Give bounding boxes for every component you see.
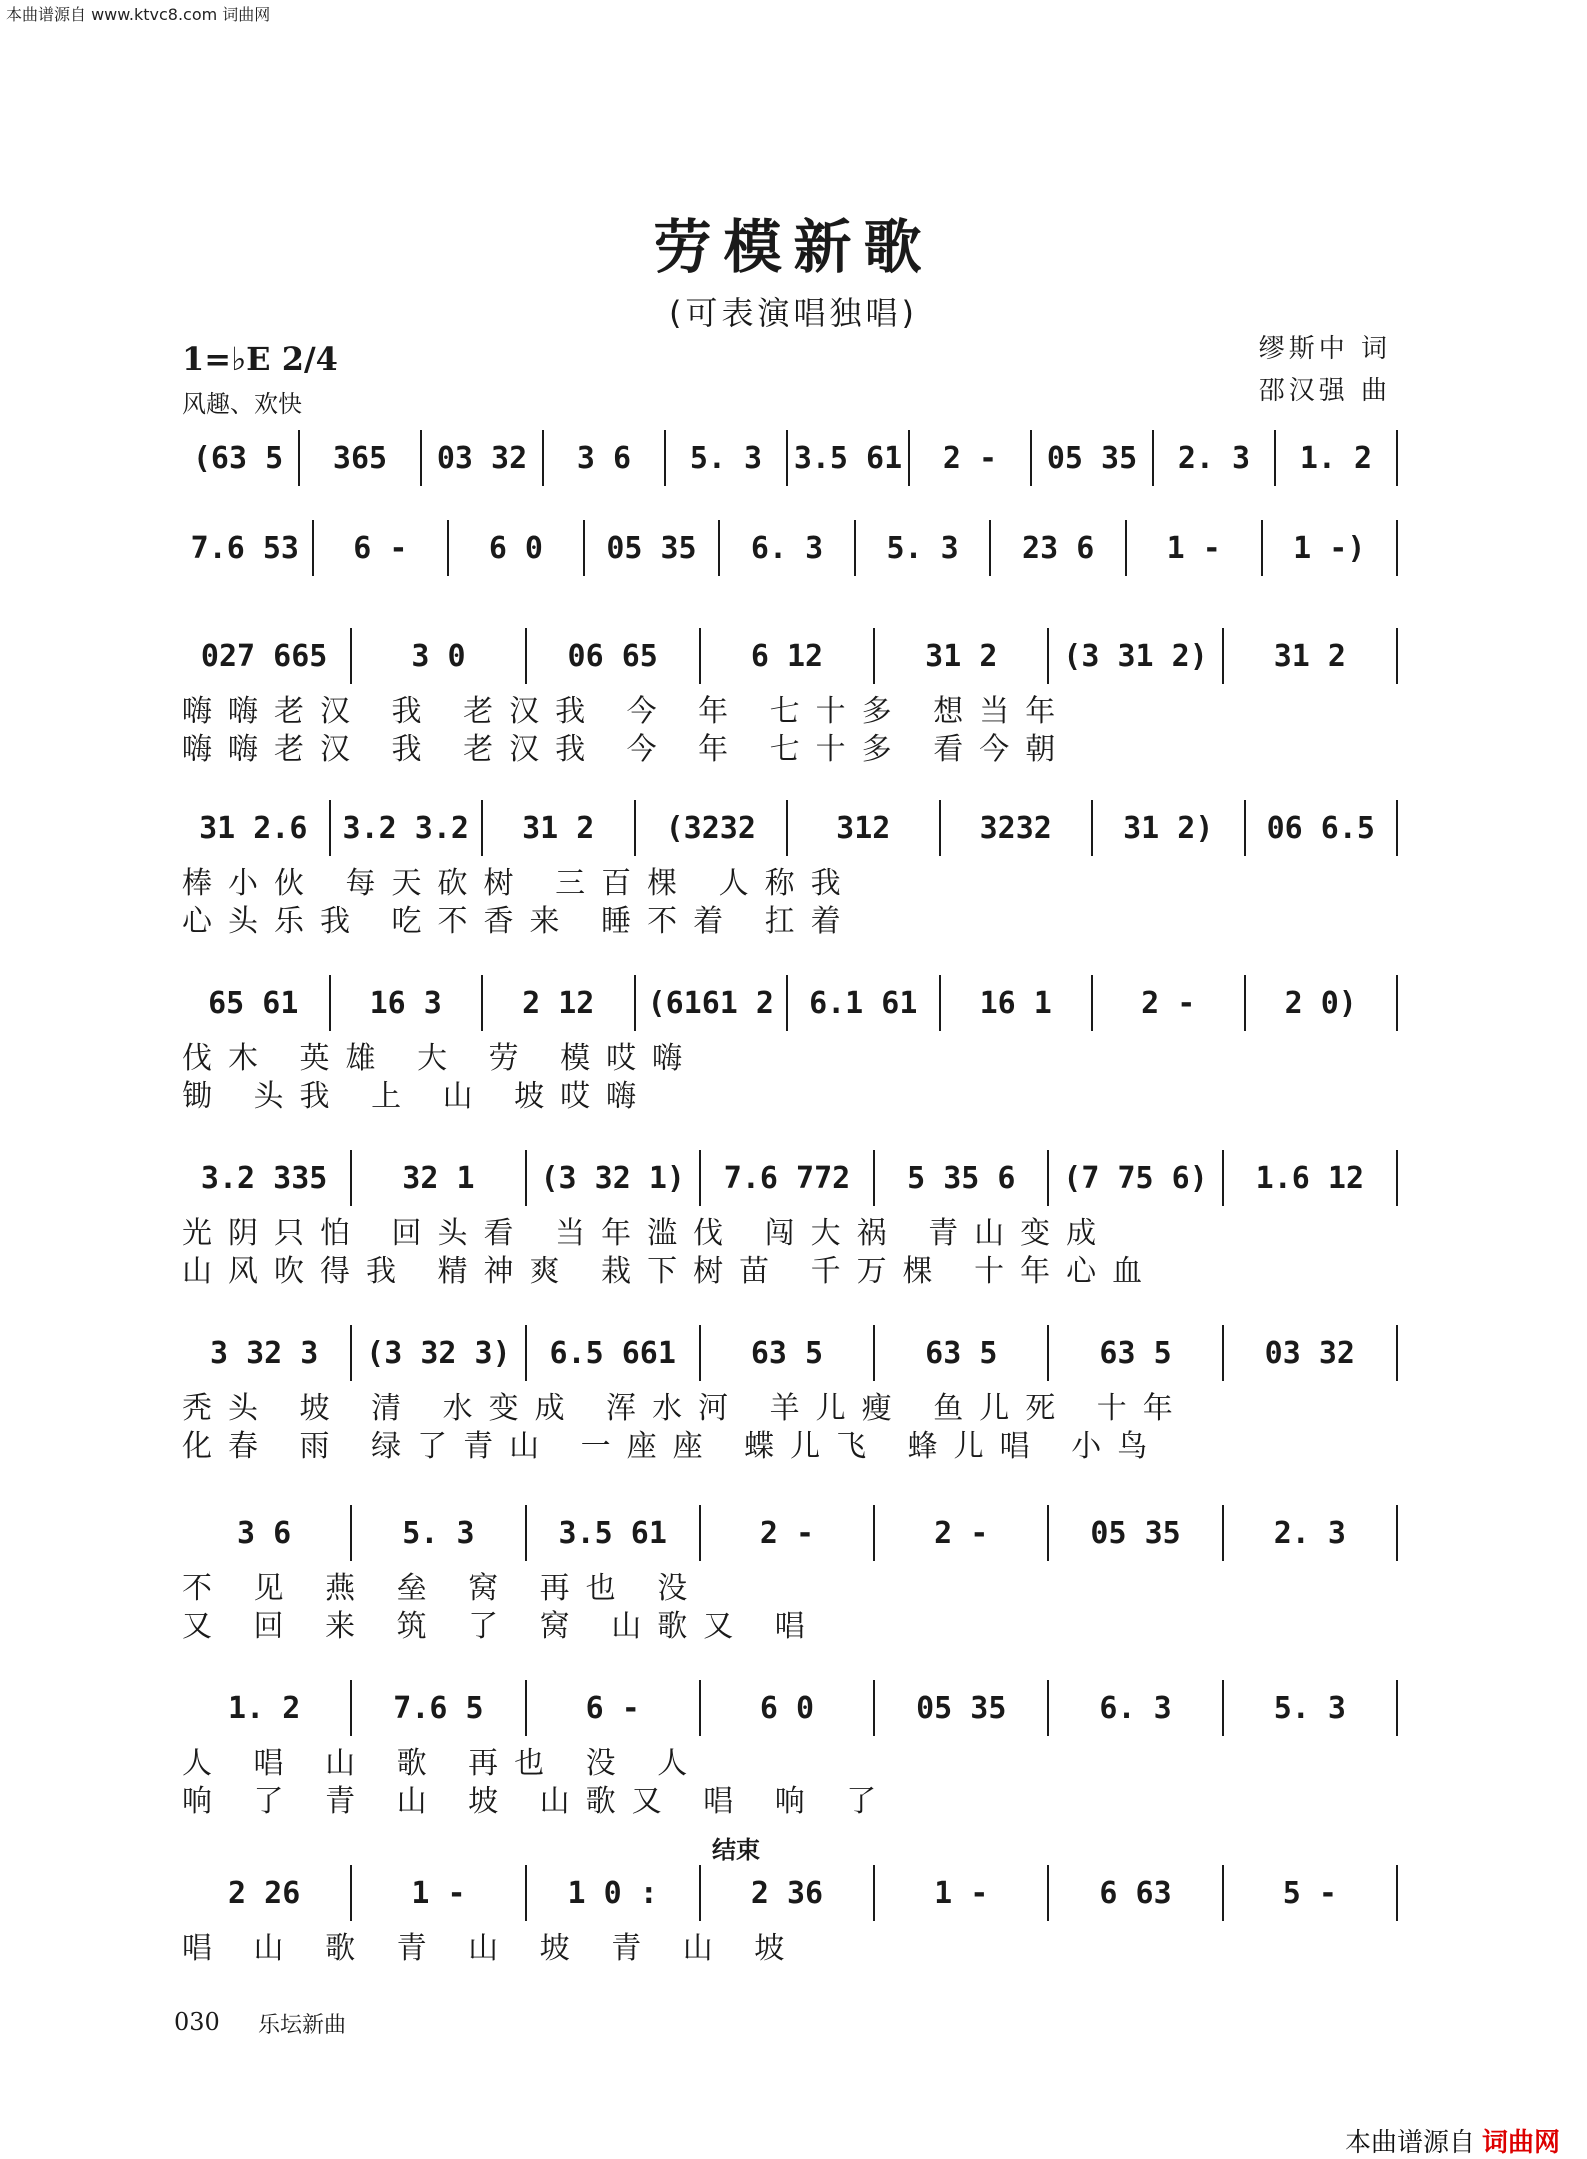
measure — [527, 1150, 701, 1206]
measure — [300, 430, 422, 486]
note-group: 23 6 — [1022, 530, 1095, 566]
note-group: 3.2 335 — [200, 1160, 328, 1196]
measure — [941, 975, 1094, 1031]
measure — [875, 1150, 1049, 1206]
note-group: 2 - — [759, 1515, 815, 1551]
measure — [788, 800, 941, 856]
measure — [636, 800, 789, 856]
measure — [178, 1505, 352, 1561]
note-group: 6 0 — [488, 530, 543, 566]
lyric-line: 嗨嗨老汉 我 老汉我 今 年 七十多 想当年 — [182, 694, 1072, 729]
key-signature: 1=♭E 2/4 — [182, 340, 338, 378]
lyric-line: 化春 雨 绿了青山 一座座 蝶儿飞 蜂儿唱 小鸟 — [182, 1429, 1164, 1464]
note-group: 06 65 — [567, 638, 658, 674]
note-group: 5. 3 — [689, 440, 763, 476]
score-row — [178, 430, 1398, 486]
measure — [701, 628, 875, 684]
measure — [1049, 1680, 1223, 1736]
measure — [422, 430, 544, 486]
note-group: 2 - — [942, 440, 998, 476]
note-group: 1 - — [934, 1875, 989, 1911]
measure — [701, 1865, 875, 1921]
note-group: 5 - — [1282, 1875, 1337, 1911]
note-group: 3 0 — [411, 638, 466, 674]
measure — [527, 628, 701, 684]
note-group: 05 35 — [1090, 1515, 1181, 1551]
measure — [352, 1325, 526, 1381]
note-group: 6.1 61 — [809, 985, 918, 1021]
score-row — [178, 1680, 1398, 1736]
measure — [1049, 1325, 1223, 1381]
measure — [314, 520, 450, 576]
measure — [1049, 1150, 1223, 1206]
note-group: 1 0 : — [567, 1875, 658, 1911]
measure — [178, 520, 314, 576]
note-group: 3 32 3 — [209, 1335, 319, 1371]
note-group: 32 1 — [402, 1160, 475, 1196]
score-row — [178, 975, 1398, 1031]
watermark-top: 本曲谱源自 www.ktvc8.com 词曲网 — [6, 5, 271, 24]
watermark-bottom-right-text: 词曲网 — [1482, 2128, 1561, 2158]
measure — [875, 1680, 1049, 1736]
note-group: 1.6 12 — [1255, 1160, 1365, 1196]
measure — [1093, 975, 1246, 1031]
note-group: (6161 2 — [647, 985, 774, 1021]
measure — [352, 1150, 526, 1206]
measure — [331, 975, 484, 1031]
measure — [483, 975, 636, 1031]
measure — [449, 520, 585, 576]
measure — [1049, 1865, 1223, 1921]
note-group: (63 5 — [192, 440, 284, 476]
measure — [178, 975, 331, 1031]
lyric-line: 棒小伙 每天砍树 三百棵 人称我 — [182, 866, 857, 901]
note-group: 6. 3 — [750, 530, 824, 566]
measure — [331, 800, 484, 856]
note-group: 03 32 — [1264, 1335, 1355, 1371]
measure — [1032, 430, 1154, 486]
note-group: 3 6 — [576, 440, 632, 476]
measure — [875, 1505, 1049, 1561]
measure — [1154, 430, 1276, 486]
note-group: 3.5 61 — [793, 440, 903, 476]
measure — [1224, 1150, 1398, 1206]
note-group: 65 61 — [208, 985, 299, 1021]
lyric-line: 唱 山 歌 青 山 坡 青 山 坡 — [182, 1931, 801, 1966]
score-row — [178, 1865, 1398, 1921]
measure — [910, 430, 1032, 486]
measure — [178, 800, 331, 856]
measure — [1093, 800, 1246, 856]
note-group: 05 35 — [1046, 440, 1138, 476]
note-group: 63 5 — [1099, 1335, 1172, 1371]
note-group: 7.6 53 — [190, 530, 299, 566]
measure — [352, 1865, 526, 1921]
note-group: 7.6 772 — [723, 1160, 851, 1196]
note-group: 63 5 — [750, 1335, 824, 1371]
note-group: (3232 — [665, 810, 756, 846]
composer-credit: 邵汉强 曲 — [1258, 376, 1391, 406]
note-group: 31 2 — [522, 810, 595, 846]
measure — [1127, 520, 1263, 576]
measure — [941, 800, 1094, 856]
note-group: 16 1 — [979, 985, 1052, 1021]
lyric-line: 山风吹得我 精神爽 栽下树苗 千万棵 十年心血 — [182, 1254, 1159, 1289]
measure — [544, 430, 666, 486]
measure — [701, 1325, 875, 1381]
note-group: 3 6 — [237, 1515, 292, 1551]
measure — [483, 800, 636, 856]
note-group: 027 665 — [200, 638, 328, 674]
note-group: (3 32 1) — [540, 1160, 685, 1196]
measure — [991, 520, 1127, 576]
note-group: 6 63 — [1099, 1875, 1172, 1911]
measure — [636, 975, 789, 1031]
note-group: 05 35 — [606, 530, 697, 566]
lyric-line: 嗨嗨老汉 我 老汉我 今 年 七十多 看今朝 — [182, 732, 1072, 767]
measure — [178, 628, 352, 684]
ending-label: 结束 — [712, 1836, 760, 1864]
note-group: 5. 3 — [402, 1515, 475, 1551]
note-group: 2 26 — [228, 1875, 301, 1911]
score-row — [178, 800, 1398, 856]
note-group: 16 3 — [369, 985, 442, 1021]
note-group: 2 36 — [750, 1875, 824, 1911]
note-group: 5. 3 — [886, 530, 959, 566]
note-group: 31 2.6 — [199, 810, 308, 846]
note-group: 31 2 — [1273, 638, 1346, 674]
note-group: 3.2 3.2 — [342, 810, 469, 846]
measure — [788, 430, 910, 486]
tempo-marking: 风趣、欢快 — [182, 390, 302, 418]
measure — [1263, 520, 1399, 576]
note-group: 2 - — [934, 1515, 989, 1551]
measure — [875, 628, 1049, 684]
measure — [178, 1680, 352, 1736]
measure — [701, 1680, 875, 1736]
note-group: (3 32 3) — [366, 1335, 511, 1371]
note-group: 05 35 — [916, 1690, 1007, 1726]
note-group: (3 31 2) — [1063, 638, 1208, 674]
lyric-line: 心头乐我 吃不香来 睡不着 扛着 — [182, 904, 857, 939]
measure — [178, 1325, 352, 1381]
note-group: 1. 2 — [228, 1690, 301, 1726]
note-group: 5 35 6 — [907, 1160, 1016, 1196]
watermark-bottom-left-text: 本曲谱源自 — [1345, 2128, 1476, 2158]
measure — [1049, 1505, 1223, 1561]
note-group: 3.5 61 — [558, 1515, 667, 1551]
measure — [178, 430, 300, 486]
note-group: 1 -) — [1293, 530, 1366, 566]
note-group: 312 — [836, 810, 891, 846]
note-group: 6.5 661 — [549, 1335, 676, 1371]
measure — [585, 520, 721, 576]
page-number: 030 — [174, 2008, 220, 2036]
note-group: 6. 3 — [1099, 1690, 1172, 1726]
lyric-line: 又 回 来 筑 了 窝 山歌又 唱 — [182, 1609, 821, 1644]
measure — [701, 1150, 875, 1206]
lyric-line: 不 见 燕 垒 窝 再也 没 — [182, 1571, 704, 1606]
measure — [527, 1505, 701, 1561]
note-group: 31 2 — [925, 638, 998, 674]
measure — [352, 1680, 526, 1736]
measure — [1049, 628, 1223, 684]
measure — [788, 975, 941, 1031]
note-group: 6 - — [353, 530, 408, 566]
measure — [1246, 800, 1399, 856]
lyric-line: 响 了 青 山 坡 山歌又 唱 响 了 — [182, 1784, 893, 1819]
measure — [875, 1865, 1049, 1921]
measure — [352, 1505, 526, 1561]
lyric-line: 光阴只怕 回头看 当年滥伐 闯大祸 青山变成 — [182, 1216, 1113, 1251]
measure — [1224, 1680, 1398, 1736]
song-subtitle: (可表演唱独唱) — [669, 294, 918, 332]
measure — [527, 1325, 701, 1381]
lyric-line: 伐木 英雄 大 劳 模哎嗨 — [182, 1041, 699, 1076]
measure — [666, 430, 788, 486]
measure — [1224, 1325, 1398, 1381]
lyric-line: 锄 头我 上 山 坡哎嗨 — [182, 1079, 653, 1114]
measure — [1224, 1505, 1398, 1561]
measure — [527, 1865, 701, 1921]
measure — [178, 1865, 352, 1921]
note-group: 6 - — [585, 1690, 640, 1726]
lyricist-credit: 缪斯中 词 — [1258, 334, 1391, 364]
lyric-line: 秃头 坡 清 水变成 浑水河 羊儿瘦 鱼儿死 十年 — [182, 1391, 1189, 1426]
note-group: 365 — [332, 440, 388, 476]
measure — [527, 1680, 701, 1736]
score-row — [178, 1150, 1398, 1206]
lyric-line: 人 唱 山 歌 再也 没 人 — [182, 1746, 704, 1781]
measure — [856, 520, 992, 576]
measure — [701, 1505, 875, 1561]
note-group: 31 2) — [1123, 810, 1214, 846]
note-group: (7 75 6) — [1063, 1160, 1208, 1196]
measure — [1224, 1865, 1398, 1921]
note-group: 6 12 — [750, 638, 824, 674]
note-group: 5. 3 — [1273, 1690, 1346, 1726]
note-group: 3232 — [979, 810, 1052, 846]
note-group: 1. 2 — [1299, 440, 1373, 476]
note-group: 1 - — [1166, 530, 1221, 566]
song-title: 劳模新歌 — [653, 213, 934, 281]
note-group: 1 - — [411, 1875, 466, 1911]
note-group: 03 32 — [436, 440, 528, 476]
score-row — [178, 628, 1398, 684]
note-group: 2. 3 — [1177, 440, 1251, 476]
note-group: 6 0 — [759, 1690, 815, 1726]
score-row — [178, 1505, 1398, 1561]
note-group: 2 12 — [522, 985, 595, 1021]
note-group: 63 5 — [925, 1335, 998, 1371]
measure — [352, 628, 526, 684]
score-row — [178, 520, 1398, 576]
note-group: 2. 3 — [1273, 1515, 1346, 1551]
note-group: 06 6.5 — [1266, 810, 1375, 846]
journal-name: 乐坛新曲 — [258, 2013, 347, 2038]
measure — [178, 1150, 352, 1206]
measure — [875, 1325, 1049, 1381]
measure — [1224, 628, 1398, 684]
measure — [720, 520, 856, 576]
measure — [1276, 430, 1398, 486]
note-group: 2 0) — [1284, 985, 1357, 1021]
measure — [1246, 975, 1399, 1031]
note-group: 7.6 5 — [393, 1690, 484, 1726]
score-row — [178, 1325, 1398, 1381]
note-group: 2 - — [1141, 985, 1196, 1021]
